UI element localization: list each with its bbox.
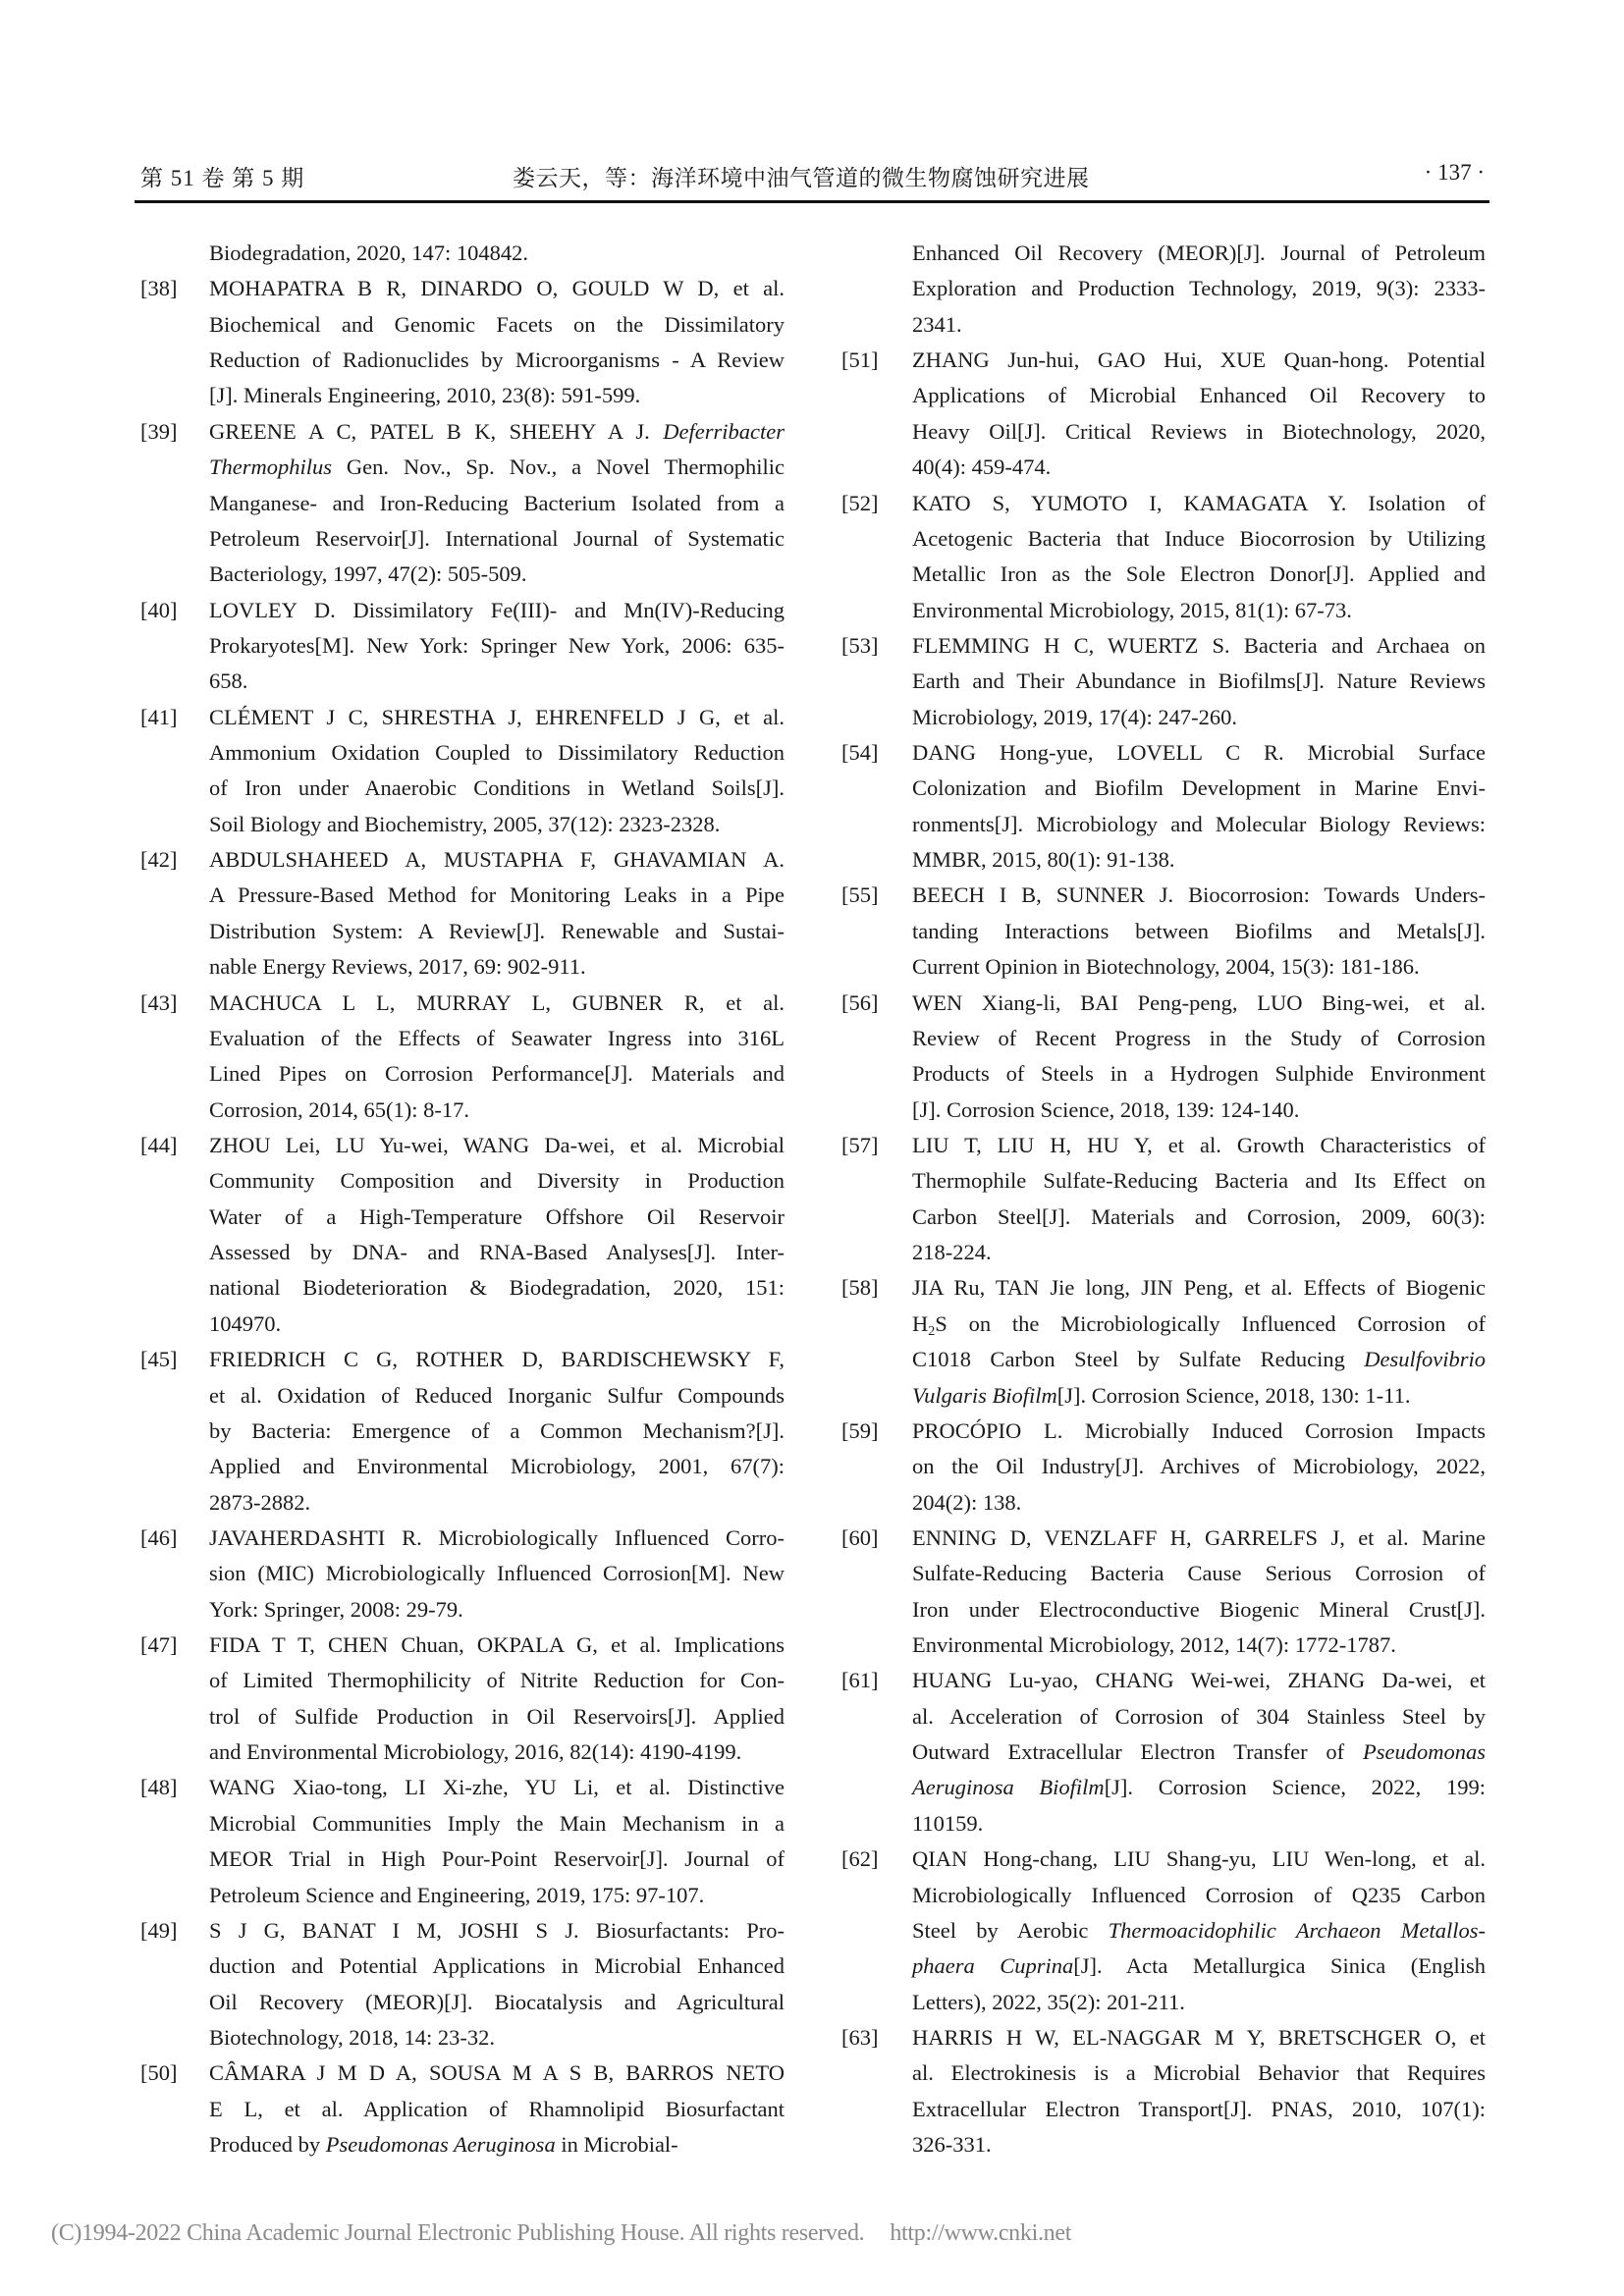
reference-line <box>841 1163 1499 1199</box>
reference-line <box>841 878 1499 913</box>
reference-line <box>140 521 798 557</box>
reference-line <box>841 1770 1499 1805</box>
reference-text: Bacteriology, 1997, 47(2): 505-509. <box>209 561 527 587</box>
reference-text: York: Springer, 2008: 29-79. <box>209 1596 463 1622</box>
reference-line <box>140 1056 798 1092</box>
reference-text: KATO S, YUMOTO I, KAMAGATA Y. Isolation of <box>912 490 1486 515</box>
reference-line <box>140 1163 798 1199</box>
reference-line <box>841 1806 1499 1842</box>
reference-text: BEECH I B, SUNNER J. Biocorrosion: Towards Unders- <box>912 882 1486 908</box>
reference-line <box>140 414 798 450</box>
reference-text: 104970. <box>209 1310 282 1336</box>
reference-line <box>841 1521 1499 1556</box>
reference-text: E L, et al. Application of Rhamnolipid Biosurfactant <box>209 2096 785 2121</box>
reference-number: [45] <box>140 1347 178 1372</box>
reference-line <box>140 307 798 343</box>
reference-line <box>841 1235 1499 1270</box>
reference-text: 204(2): 138. <box>912 1489 1022 1515</box>
reference-line <box>140 1699 798 1735</box>
reference-text: Thermophilus Gen. Nov., Sp. Nov., a Novel Thermophilic <box>209 454 785 480</box>
reference-line <box>140 1449 798 1484</box>
reference-line <box>140 1414 798 1449</box>
reference-number: [43] <box>140 989 178 1015</box>
reference-text: Sulfate-Reducing Bacteria Cause Serious Corrosion of <box>912 1561 1486 1586</box>
reference-line <box>140 1878 798 1913</box>
copyright-text: (C)1994-2022 China Academic Journal Electronic Publishing House. All rights reserved. <box>51 2220 865 2246</box>
reference-text: MOHAPATRA B R, DINARDO O, GOULD W D, et al. <box>209 276 785 301</box>
reference-line <box>140 378 798 413</box>
reference-number: [39] <box>140 418 178 444</box>
reference-line <box>140 1806 798 1842</box>
reference-text: Corrosion, 2014, 65(1): 8-17. <box>209 1096 469 1122</box>
reference-number: [53] <box>841 632 879 658</box>
reference-number: [52] <box>841 490 879 515</box>
reference-text: GREENE A C, PATEL B K, SHEEHY A J. Deferribacter <box>209 418 785 444</box>
reference-text: Review of Recent Progress in the Study of Corrosion <box>912 1025 1486 1050</box>
reference-text: PROCÓPIO L. Microbially Induced Corrosion Impacts <box>912 1417 1486 1443</box>
reference-text: [J]. Minerals Engineering, 2010, 23(8): 591-599. <box>209 383 641 408</box>
reference-line <box>140 1521 798 1556</box>
reference-number: [49] <box>140 1917 178 1943</box>
reference-text: WEN Xiang-li, BAI Peng-peng, LUO Bing-wei, et al. <box>912 989 1486 1015</box>
reference-text: Iron under Electroconductive Biogenic Mineral Crust[J]. <box>912 1596 1486 1622</box>
reference-text: $H_2S$ on the Microbiologically Influenced Corrosion of <box>912 1310 1486 1339</box>
reference-line <box>140 1770 798 1805</box>
reference-text: Evaluation of the Effects of Seawater Ingress into 316L <box>209 1025 785 1050</box>
reference-text: FLEMMING H C, WUERTZ S. Bacteria and Archaea on <box>912 632 1486 658</box>
reference-text: Water of a High-Temperature Offshore Oil Reservoir <box>209 1203 785 1229</box>
reference-text: Ammonium Oxidation Coupled to Dissimilatory Reduction <box>209 740 785 766</box>
reference-text: phaera Cuprina[J]. Acta Metallurgica Sinica (English <box>912 1953 1486 1979</box>
reference-line <box>140 1628 798 1663</box>
reference-number: [55] <box>841 882 879 908</box>
reference-text: of Iron under Anaerobic Conditions in Wetland Soils[J]. <box>209 775 785 801</box>
reference-text: 40(4): 459-474. <box>912 454 1052 480</box>
reference-line <box>140 271 798 306</box>
reference-line <box>140 1913 798 1949</box>
reference-text: Environmental Microbiology, 2012, 14(7): 1772-1787. <box>912 1632 1396 1658</box>
reference-line <box>140 1200 798 1235</box>
reference-text: Carbon Steel[J]. Materials and Corrosion, 2009, 60(3): <box>912 1203 1486 1229</box>
reference-line <box>841 735 1499 771</box>
page-number: · 137 · <box>1424 160 1485 185</box>
reference-line <box>841 1913 1499 1949</box>
reference-text: on the Oil Industry[J]. Archives of Microbiology, 2022, <box>912 1454 1486 1479</box>
reference-text: Microbiologically Influenced Corrosion of Q235 Carbon <box>912 1882 1486 1907</box>
reference-text: Thermophile Sulfate-Reducing Bacteria and Its Effect on <box>912 1168 1486 1194</box>
reference-line <box>841 271 1499 306</box>
reference-line <box>140 664 798 699</box>
reference-line <box>841 2127 1499 2163</box>
reference-text: Produced by Pseudomonas Aeruginosa in Microbial- <box>209 2132 678 2158</box>
reference-line <box>841 414 1499 450</box>
reference-line <box>140 1342 798 1377</box>
reference-text: HARRIS H W, EL-NAGGAR M Y, BRETSCHGER O, et <box>912 2025 1486 2050</box>
reference-text: Earth and Their Abundance in Biofilms[J]. Nature Reviews <box>912 668 1486 694</box>
reference-number: [44] <box>140 1133 178 1157</box>
reference-line <box>841 986 1499 1021</box>
reference-line <box>140 1307 798 1342</box>
reference-text: Community Composition and Diversity in Production <box>209 1168 785 1194</box>
reference-text: MMBR, 2015, 80(1): 91-138. <box>912 847 1175 873</box>
reference-line <box>841 1985 1499 2020</box>
reference-number: [41] <box>140 704 178 729</box>
reference-line <box>841 807 1499 842</box>
reference-text: Applications of Microbial Enhanced Oil Recovery to <box>912 383 1486 408</box>
running-header <box>0 0 1624 206</box>
reference-text: Steel by Aerobic Thermoacidophilic Archaeon Metallos- <box>912 1917 1486 1943</box>
reference-text: [J]. Corrosion Science, 2018, 139: 124-140. <box>912 1096 1300 1122</box>
reference-text: Vulgaris Biofilm[J]. Corrosion Science, 2018, 130: 1-11. <box>912 1382 1411 1408</box>
reference-line <box>841 771 1499 806</box>
reference-number: [40] <box>140 597 178 622</box>
reference-text: ronments[J]. Microbiology and Molecular Biology Reviews: <box>912 811 1486 836</box>
reference-text: duction and Potential Applications in Microbial Enhanced <box>209 1953 785 1979</box>
reference-text: JAVAHERDASHTI R. Microbiologically Influenced Corro- <box>209 1524 785 1550</box>
reference-number: [63] <box>841 2025 879 2050</box>
reference-text: WANG Xiao-tong, LI Xi-zhe, YU Li, et al. Distinctive <box>209 1775 785 1800</box>
reference-text: national Biodeterioration & Biodegradation, 2020, 151: <box>209 1275 785 1301</box>
volume-issue: 第 51 卷 第 5 期 <box>140 166 305 190</box>
reference-text: Current Opinion in Biotechnology, 2004, 15(3): 181-186. <box>912 954 1420 980</box>
reference-line <box>140 1985 798 2020</box>
reference-line <box>841 1056 1499 1092</box>
reference-line <box>140 842 798 878</box>
reference-text: JIA Ru, TAN Jie long, JIN Peng, et al. Effects of Biogenic <box>912 1275 1486 1301</box>
reference-line <box>841 378 1499 413</box>
reference-text: 2873-2882. <box>209 1489 311 1515</box>
reference-text: Oil Recovery (MEOR)[J]. Biocatalysis and Agricultural <box>209 1989 785 2014</box>
reference-line <box>140 1093 798 1128</box>
reference-text: DANG Hong-yue, LOVELL C R. Microbial Surface <box>912 740 1486 766</box>
reference-line <box>841 1735 1499 1770</box>
reference-line <box>140 1378 798 1414</box>
reference-line <box>841 450 1499 485</box>
reference-line <box>841 1949 1499 1984</box>
reference-line <box>841 557 1499 592</box>
reference-line <box>841 914 1499 949</box>
reference-text: FRIEDRICH C G, ROTHER D, BARDISCHEWSKY F, <box>209 1347 785 1372</box>
reference-line <box>140 878 798 913</box>
reference-line <box>140 2056 798 2091</box>
reference-text: 326-331. <box>912 2132 992 2158</box>
reference-text: Reduction of Radionuclides by Microorganisms - A Review <box>209 347 785 373</box>
reference-number: [61] <box>841 1668 879 1693</box>
reference-number: [60] <box>841 1524 879 1550</box>
reference-line <box>841 1307 1499 1342</box>
reference-line <box>841 2020 1499 2056</box>
copyright-footer <box>51 2220 1071 2247</box>
reference-text: Enhanced Oil Recovery (MEOR)[J]. Journal of Petroleum <box>912 240 1486 265</box>
reference-text: Heavy Oil[J]. Critical Reviews in Biotechnology, 2020, <box>912 418 1486 444</box>
reference-line <box>841 2092 1499 2127</box>
cnki-link[interactable]: http://www.cnki.net <box>890 2220 1072 2246</box>
reference-text: al. Electrokinesis is a Microbial Behavior that Requires <box>912 2060 1486 2086</box>
reference-line <box>140 1128 798 1163</box>
reference-text: Acetogenic Bacteria that Induce Biocorrosion by Utilizing <box>912 525 1486 551</box>
reference-text: 2341. <box>912 311 962 337</box>
reference-line <box>841 842 1499 878</box>
reference-line <box>841 1200 1499 1235</box>
reference-text: 658. <box>209 668 248 694</box>
reference-line <box>841 1342 1499 1377</box>
reference-text: Manganese- and Iron-Reducing Bacterium Isolated from a <box>209 490 785 515</box>
reference-text: of Limited Thermophilicity of Nitrite Reduction for Con- <box>209 1668 785 1693</box>
reference-text: by Bacteria: Emergence of a Common Mechanism?[J]. <box>209 1417 785 1443</box>
reference-text: Exploration and Production Technology, 2019, 9(3): 2333- <box>912 276 1486 301</box>
reference-line <box>841 1021 1499 1056</box>
reference-text: ENNING D, VENZLAFF H, GARRELFS J, et al. Marine <box>912 1524 1486 1550</box>
reference-line <box>841 1449 1499 1484</box>
reference-text: Microbiology, 2019, 17(4): 247-260. <box>912 704 1238 729</box>
reference-text: Biochemical and Genomic Facets on the Dissimilatory <box>209 311 785 337</box>
reference-text: al. Acceleration of Corrosion of 304 Stainless Steel by <box>912 1703 1486 1729</box>
reference-number: [56] <box>841 989 879 1015</box>
reference-line <box>140 1949 798 1984</box>
reference-line <box>841 949 1499 985</box>
reference-text: sion (MIC) Microbiologically Influenced Corrosion[M]. New <box>209 1561 785 1586</box>
reference-text: Biodegradation, 2020, 147: 104842. <box>209 240 528 265</box>
reference-text: ABDULSHAHEED A, MUSTAPHA F, GHAVAMIAN A. <box>209 847 785 873</box>
reference-text: Lined Pipes on Corrosion Performance[J]. Materials and <box>209 1061 785 1087</box>
reference-number: [57] <box>841 1133 879 1157</box>
reference-text: 218-224. <box>912 1240 992 1265</box>
reference-line <box>140 628 798 664</box>
reference-line <box>841 1878 1499 1913</box>
reference-line <box>841 628 1499 664</box>
reference-line <box>841 486 1499 521</box>
reference-line <box>841 700 1499 735</box>
reference-line <box>140 2127 798 2163</box>
reference-text: HUANG Lu-yao, CHANG Wei-wei, ZHANG Da-wei, et <box>912 1668 1486 1693</box>
reference-number: [48] <box>140 1775 178 1800</box>
reference-line <box>140 557 798 592</box>
reference-line <box>140 1021 798 1056</box>
reference-line <box>140 1663 798 1698</box>
reference-text: CÂMARA J M D A, SOUSA M A S B, BARROS NETO <box>209 2060 785 2086</box>
reference-number: [54] <box>841 740 879 766</box>
reference-line <box>140 771 798 806</box>
reference-line <box>140 949 798 985</box>
reference-text: QIAN Hong-chang, LIU Shang-yu, LIU Wen-long, et al. <box>912 1846 1486 1872</box>
reference-line <box>841 1699 1499 1735</box>
reference-text: ZHOU Lei, LU Yu-wei, WANG Da-wei, et al. Microbial <box>209 1133 785 1157</box>
reference-text: LIU T, LIU H, HU Y, et al. Growth Characteristics of <box>912 1133 1486 1157</box>
reference-text: FIDA T T, CHEN Chuan, OKPALA G, et al. Implications <box>209 1632 785 1658</box>
reference-line <box>140 1235 798 1270</box>
reference-text: Soil Biology and Biochemistry, 2005, 37(12): 2323-2328. <box>209 811 721 836</box>
reference-text: MEOR Trial in High Pour-Point Reservoir[J]. Journal of <box>209 1846 785 1872</box>
reference-line <box>140 343 798 378</box>
reference-text: Biotechnology, 2018, 14: 23-32. <box>209 2025 496 2050</box>
reference-line <box>841 1128 1499 1163</box>
reference-text: A Pressure-Based Method for Monitoring Leaks in a Pipe <box>209 882 785 908</box>
reference-number: [62] <box>841 1846 879 1872</box>
reference-text: Products of Steels in a Hydrogen Sulphide Environment <box>912 1061 1486 1087</box>
reference-number: [58] <box>841 1275 879 1301</box>
reference-line <box>140 2092 798 2127</box>
reference-text: ZHANG Jun-hui, GAO Hui, XUE Quan-hong. Potential <box>912 347 1486 373</box>
reference-text: Colonization and Biofilm Development in Marine Envi- <box>912 775 1486 801</box>
reference-text: Letters), 2022, 35(2): 201-211. <box>912 1989 1185 2014</box>
reference-text: Petroleum Science and Engineering, 2019, 175: 97-107. <box>209 1882 705 1907</box>
reference-text: Metallic Iron as the Sole Electron Donor[J]. Applied and <box>912 561 1486 587</box>
reference-line <box>140 986 798 1021</box>
reference-line <box>140 2020 798 2056</box>
reference-text: S J G, BANAT I M, JOSHI S J. Biosurfactants: Pro- <box>209 1917 785 1943</box>
reference-line <box>841 343 1499 378</box>
reference-line <box>140 700 798 735</box>
reference-text: trol of Sulfide Production in Oil Reservoirs[J]. Applied <box>209 1703 785 1729</box>
reference-text: Aeruginosa Biofilm[J]. Corrosion Science, 2022, 199: <box>912 1775 1486 1800</box>
reference-line <box>140 450 798 485</box>
reference-number: [38] <box>140 276 178 301</box>
reference-text: tanding Interactions between Biofilms and Metals[J]. <box>912 918 1486 943</box>
reference-line <box>841 521 1499 557</box>
reference-text: Applied and Environmental Microbiology, 2001, 67(7): <box>209 1454 785 1479</box>
reference-line <box>140 1842 798 1877</box>
reference-line <box>841 1270 1499 1306</box>
reference-line <box>841 1663 1499 1698</box>
reference-text: Petroleum Reservoir[J]. International Journal of Systematic <box>209 525 785 551</box>
reference-line <box>140 236 798 271</box>
reference-number: [46] <box>140 1524 178 1550</box>
reference-number: [59] <box>841 1417 879 1443</box>
reference-text: et al. Oxidation of Reduced Inorganic Sulfur Compounds <box>209 1382 785 1408</box>
reference-line <box>140 807 798 842</box>
header-rule <box>135 200 1489 203</box>
reference-text: Assessed by DNA- and RNA-Based Analyses[J]. Inter- <box>209 1240 785 1265</box>
running-title: 娄云天，等：海洋环境中油气管道的微生物腐蚀研究进展 <box>513 166 1090 190</box>
reference-text: Outward Extracellular Electron Transfer of Pseudomonas <box>912 1739 1486 1765</box>
reference-line <box>841 1842 1499 1877</box>
reference-text: nable Energy Reviews, 2017, 69: 902-911. <box>209 954 586 980</box>
reference-line <box>140 1735 798 1770</box>
reference-line <box>841 593 1499 628</box>
reference-line <box>140 1592 798 1628</box>
reference-text: C1018 Carbon Steel by Sulfate Reducing Desulfovibrio <box>912 1347 1486 1372</box>
reference-text: Environmental Microbiology, 2015, 81(1): 67-73. <box>912 597 1352 622</box>
reference-number: [51] <box>841 347 879 373</box>
reference-number: [42] <box>140 847 178 873</box>
reference-line <box>841 1485 1499 1521</box>
reference-number: [47] <box>140 1632 178 1658</box>
reference-line <box>140 914 798 949</box>
reference-line <box>140 1556 798 1591</box>
reference-text: 110159. <box>912 1810 984 1836</box>
reference-line <box>140 1270 798 1306</box>
reference-line <box>841 236 1499 271</box>
reference-line <box>140 735 798 771</box>
reference-text: Prokaryotes[M]. New York: Springer New York, 2006: 635- <box>209 632 785 658</box>
reference-line <box>140 486 798 521</box>
reference-text: CLÉMENT J C, SHRESTHA J, EHRENFELD J G, et al. <box>209 704 785 729</box>
reference-line <box>841 1556 1499 1591</box>
reference-text: MACHUCA L L, MURRAY L, GUBNER R, et al. <box>209 989 785 1015</box>
reference-line <box>841 1414 1499 1449</box>
reference-line <box>841 1592 1499 1628</box>
reference-line <box>841 1093 1499 1128</box>
reference-text: and Environmental Microbiology, 2016, 82(14): 4190-4199. <box>209 1739 742 1765</box>
reference-line <box>841 1378 1499 1414</box>
reference-text: Extracellular Electron Transport[J]. PNAS, 2010, 107(1): <box>912 2096 1486 2121</box>
reference-text: LOVLEY D. Dissimilatory Fe(III)- and Mn(IV)-Reducing <box>209 597 785 622</box>
reference-line <box>841 2056 1499 2091</box>
reference-text: Microbial Communities Imply the Main Mechanism in a <box>209 1810 785 1836</box>
reference-number: [50] <box>140 2060 178 2086</box>
reference-line <box>841 307 1499 343</box>
reference-line <box>841 1628 1499 1663</box>
reference-line <box>841 664 1499 699</box>
reference-text: Distribution System: A Review[J]. Renewable and Sustai- <box>209 918 785 943</box>
reference-line <box>140 593 798 628</box>
reference-line <box>140 1485 798 1521</box>
